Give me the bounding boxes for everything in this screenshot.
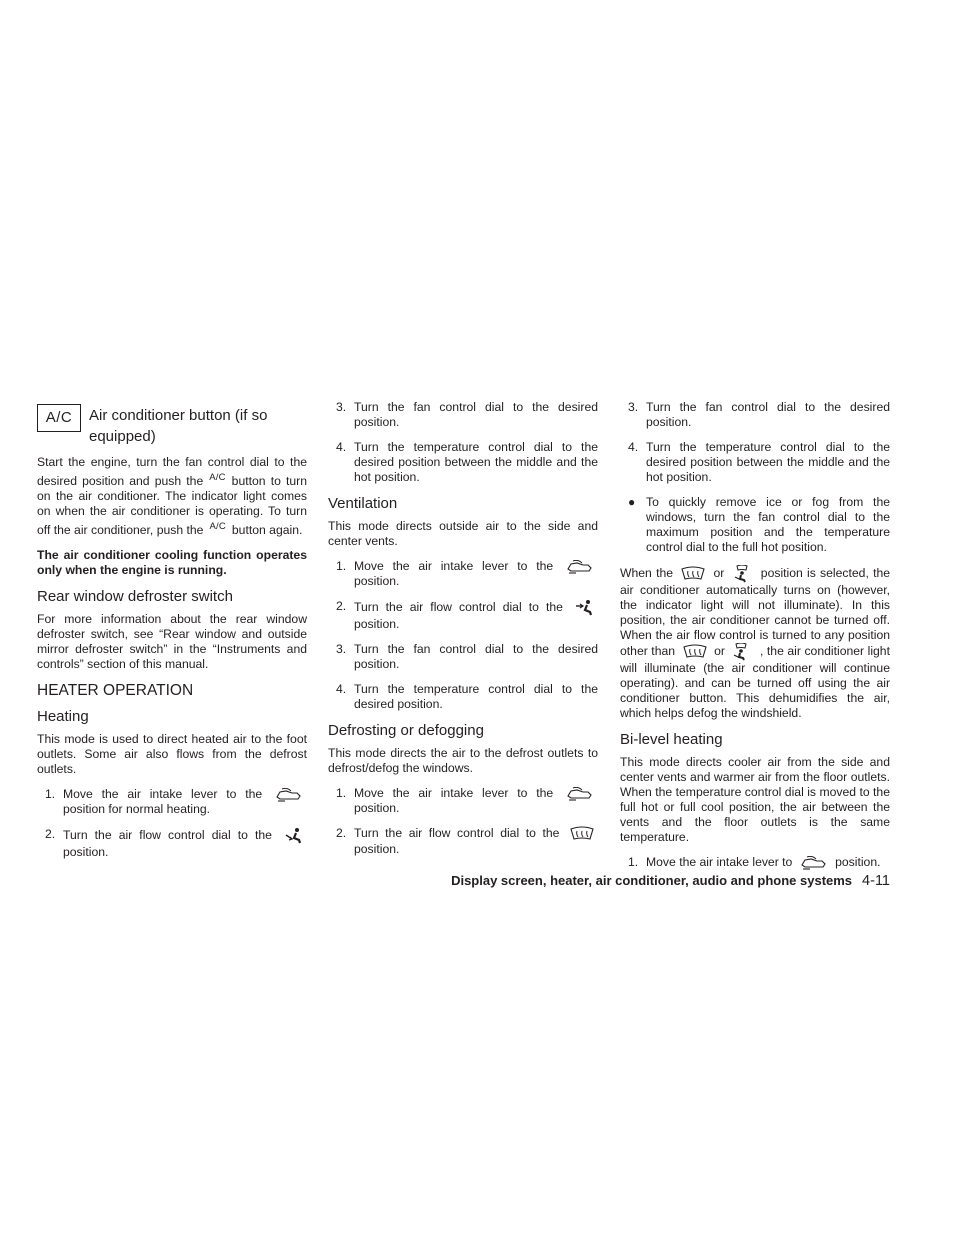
list-item [37,787,307,817]
ac-section-header [37,400,307,447]
step-number: 2. [336,826,347,840]
list-item [328,786,598,816]
step-number: 4. [336,682,347,696]
step-text: position. [354,842,400,856]
step-text: Move the air intake lever to the [354,786,554,800]
ac-paragraph-text-2: button to turn on the air conditioner. The indicator light comes on when the air conditioner is operating. To turn off the air conditioner, push the [37,474,307,537]
list-item [37,827,307,860]
defrosting-heading: Defrosting or defogging [328,722,484,739]
paragraph-text: or [714,644,725,659]
step-text: Turn the air flow control dial to the [354,600,563,615]
defrost-tips [620,495,890,555]
list-item [328,400,598,430]
ac-warning: The air conditioner cooling function operates only when the engine is running. [37,548,307,577]
list-item [328,599,598,632]
heating-paragraph: This mode is used to direct heated air to the foot outlets. Some air also flows from the defrost outlets. [37,732,307,776]
heating-heading: Heating [37,708,89,725]
heater-operation-heading: HEATER OPERATION [37,682,194,699]
column-middle [328,400,598,867]
outside-air-icon [566,560,594,574]
outside-air-icon [800,856,828,870]
vent-mode-icon [574,599,594,617]
step-number: 1. [628,855,639,869]
defrost-mode-icon [570,826,594,842]
list-item [328,440,598,485]
list-item [328,826,598,857]
list-item [328,682,598,712]
footer-section-title: Display screen, heater, air conditioner, audio and phone systems [451,873,853,888]
ventilation-steps [328,559,598,712]
step-number: 3. [336,400,347,414]
rear-defroster-paragraph: For more information about the rear window defroster switch, see “Rear window and outside mirror defroster switch” in the “Instruments and controls” section of this manual. [37,612,307,671]
step-text: Turn the air flow control dial to the [63,828,272,843]
ac-button-icon: A/C [37,404,81,432]
ac-paragraph-text-1: Start the engine, turn the fan control dial to the desired position and push the [37,455,307,488]
step-number: 4. [336,440,347,454]
outside-air-icon [566,787,594,801]
defrost-foot-mode-icon [733,565,753,583]
step-text: position for normal heating. [63,802,211,816]
bilevel-steps [620,855,890,870]
step-text: Turn the fan control dial to the desired position. [354,642,598,671]
foot-mode-icon [283,827,303,845]
defrosting-paragraph: This mode directs the air to the defrost outlets to defrost/defog the windows. [328,746,598,775]
defrost-ac-paragraph [620,565,890,721]
defrosting-steps-continued [620,400,890,485]
step-number: 1. [336,786,347,800]
step-text: position. [835,855,881,869]
step-text: Move the air intake lever to [646,855,793,869]
page-number: 4-11 [862,873,890,889]
ac-paragraph [37,455,307,538]
column-right [620,400,890,880]
step-text: Turn the air flow control dial to the [354,826,560,841]
outside-air-icon [275,788,303,802]
step-number: 1. [336,559,347,573]
step-text: Turn the fan control dial to the desired position. [354,400,598,429]
step-number: 1. [45,787,56,801]
defrost-mode-icon [681,566,705,582]
step-text: Turn the temperature control dial to the desired position. [354,682,598,711]
step-number: 2. [336,599,347,613]
defrost-foot-mode-icon [732,643,752,661]
bilevel-heading: Bi-level heating [620,731,723,748]
ventilation-paragraph: This mode directs outside air to the side and center vents. [328,519,598,548]
paragraph-text: , the air conditioner light will illuminate (the air conditioner will continue operating). and can be turned off using the air conditioner button. This dehumidifies the air, which helps defog the windshield. [620,644,890,720]
list-item [620,440,890,485]
bullet-text: To quickly remove ice or fog from the windows, turn the fan control dial to the maximum position and the temperature control dial to the full hot position. [646,495,890,554]
step-text: Move the air intake lever to the [63,787,263,801]
step-text: Turn the fan control dial to the desired position. [646,400,890,429]
ac-paragraph-text-3: button again. [231,523,303,537]
step-number: 3. [336,642,347,656]
step-text: Move the air intake lever to the [354,559,554,573]
list-item [620,495,890,555]
bilevel-paragraph: This mode directs cooler air from the side and center vents and warmer air from the floor outlets. When the temperature control dial is moved to the full hot or full cool position, the air between the vents and the floor outlets is the same temperature. [620,755,890,844]
step-text: position. [63,845,109,859]
step-text: position. [354,617,400,631]
paragraph-text: or [713,566,725,581]
step-number: 3. [628,400,639,414]
paragraph-text: position is selected, the air conditioner automatically turns on (however, the indicator light will not illuminate). In this position, the air conditioner cannot be turned off. When the air flow control is turned to any position other than [620,566,891,659]
step-text: Turn the temperature control dial to the desired position between the middle and the hot position. [646,440,890,484]
heating-steps-continued [328,400,598,485]
ac-section-title: Air conditioner button (if so equipped) [89,407,268,445]
step-text: Turn the temperature control dial to the desired position between the middle and the hot position. [354,440,598,484]
list-item [620,855,890,870]
step-number: 4. [628,440,639,454]
heating-steps [37,787,307,860]
step-text: position. [354,801,400,815]
defrosting-steps [328,786,598,857]
list-item [328,642,598,672]
ac-inline-icon: A/C [209,472,226,483]
step-number: 2. [45,827,56,841]
list-item [620,400,890,430]
page-footer [370,873,890,889]
ventilation-heading: Ventilation [328,495,398,512]
defrost-mode-icon [683,644,707,660]
bullet-icon: ● [628,495,636,509]
ac-inline-icon: A/C [209,521,226,532]
paragraph-text: When the [620,566,674,581]
list-item [328,559,598,589]
rear-defroster-heading: Rear window defroster switch [37,588,233,605]
step-text: position. [354,574,400,588]
column-left [37,400,307,870]
